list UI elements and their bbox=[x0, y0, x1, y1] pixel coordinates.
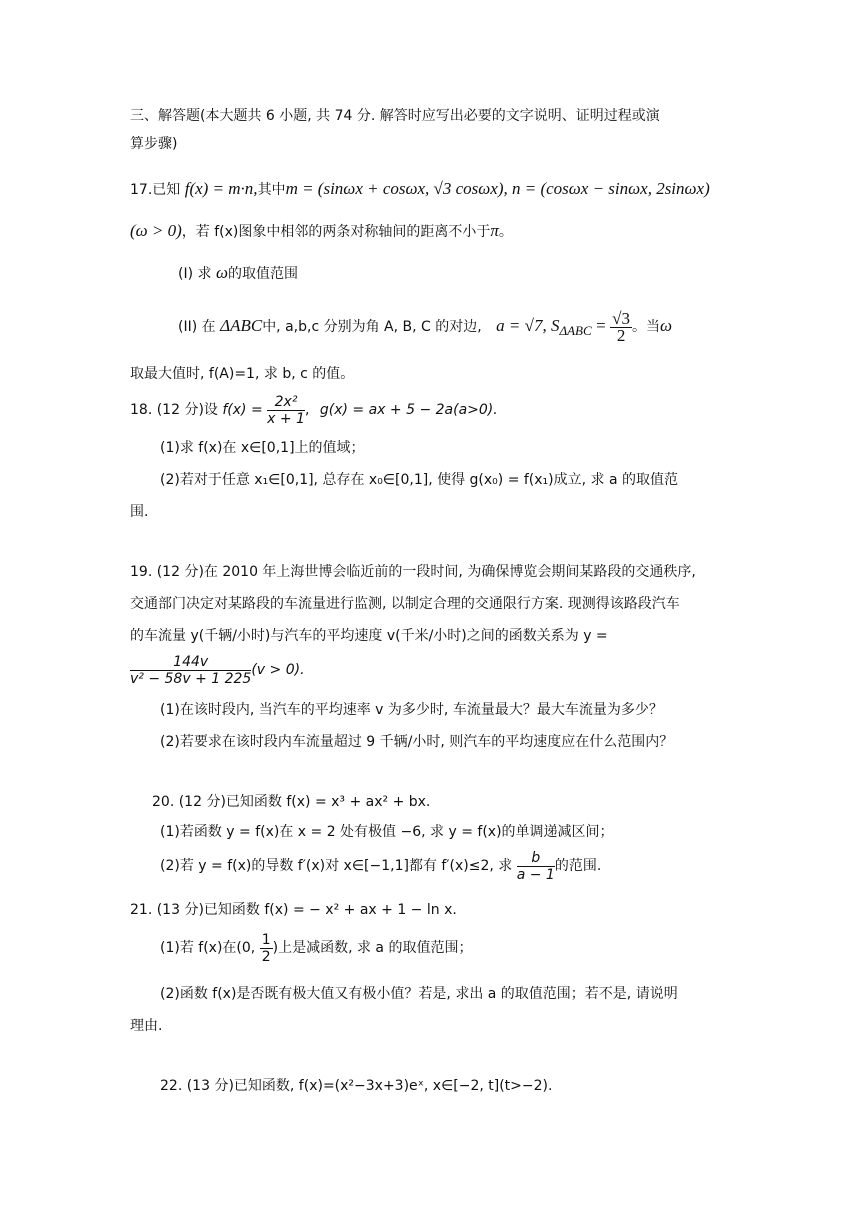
q17-line2 bbox=[130, 220, 513, 243]
section-header-line1: 三、解答题(本大题共 6 小题, 共 74 分. 解答时应写出必要的文字说明、证明过程或演 bbox=[130, 108, 660, 124]
q17-part2-sub: ΔABC bbox=[559, 322, 592, 338]
q18-part1: (1)求 f(x)在 x∈[0,1]上的值域； bbox=[160, 440, 365, 456]
q17-pi: π bbox=[490, 221, 499, 240]
q19-formula bbox=[130, 652, 305, 688]
q17-part2-triangle: ΔABC bbox=[220, 316, 263, 335]
q19-frac-den: v² − 58v + 1 225 bbox=[130, 670, 252, 687]
q17-mid: 其中 bbox=[257, 182, 286, 198]
q19-fraction bbox=[130, 654, 251, 687]
q17-part1-end: 的取值范围 bbox=[227, 266, 298, 282]
q19-part2: (2)若要求在该时段内车流量超过 9 千辆/小时, 则汽车的平均速度应在什么范围内？ bbox=[160, 734, 674, 750]
q17-frac-den: 2 bbox=[616, 325, 626, 345]
q17-part1-omega: ω bbox=[215, 263, 228, 282]
q19-line2: 交通部门决定对某路段的车流量进行监测, 以制定合理的交通限行方案. 现测得该路段汽车 bbox=[130, 596, 680, 612]
q21-part1-a: (1)若 f(x)在(0, bbox=[160, 940, 256, 956]
q17-number: 17. bbox=[130, 182, 153, 198]
q19-line1: 19. (12 分)在 2010 年上海世博会临近前的一段时间, 为确保博览会期间某路段的交通秩序, bbox=[130, 564, 696, 580]
q17-frac-num: √3 bbox=[612, 308, 631, 328]
q17-condition: (ω > 0) bbox=[130, 221, 182, 240]
q17-formula: f(x) = m·n, bbox=[184, 179, 258, 198]
q17-vectors: m = (sinωx + cosωx, √3 cosωx), n = (cosωx − sinωx, 2sinωx) bbox=[285, 179, 710, 198]
q18-gx: g(x) = ax + 5 − 2a(a>0). bbox=[319, 402, 498, 418]
q17-part2-line2: 取最大值时, f(A)=1, 求 b, c 的值。 bbox=[130, 366, 355, 382]
q19-frac-num: 144v bbox=[130, 654, 251, 671]
q22-head: 22. (13 分)已知函数, f(x)=(x²−3x+3)eˣ, x∈[−2, t](t>−2). bbox=[160, 1078, 553, 1094]
q21-head: 21. (13 分)已知函数 f(x) = − x² + ax + 1 − ln x. bbox=[130, 902, 457, 918]
q19-line3: 的车流量 y(千辆/小时)与汽车的平均速度 v(千米/小时)之间的函数关系为 y = bbox=[130, 628, 608, 644]
q18-fraction bbox=[267, 394, 305, 427]
q17-part2-c: 。当 bbox=[632, 319, 661, 335]
q20-frac-num: b bbox=[517, 850, 555, 867]
q20-fraction bbox=[517, 850, 555, 883]
q17-part2-omega: ω bbox=[660, 316, 673, 335]
q17-intro: 已知 bbox=[152, 182, 181, 198]
q18-fx: f(x) = bbox=[222, 402, 263, 418]
q17-part2-fraction bbox=[610, 308, 632, 345]
q18-part2-line2: 围. bbox=[130, 504, 149, 520]
q21-part1 bbox=[160, 930, 472, 966]
q20-frac-den: a − 1 bbox=[516, 866, 555, 883]
q20-part1: (1)若函数 y = f(x)在 x = 2 处有极值 −6, 求 y = f(x)的单调递减区间； bbox=[160, 824, 614, 840]
q21-part2-line1: (2)函数 f(x)是否既有极大值又有极小值？若是, 求出 a 的取值范围；若不是, 请说明 bbox=[160, 986, 678, 1002]
q21-part2-line2: 理由. bbox=[130, 1018, 163, 1034]
q18-frac-den: x + 1 bbox=[267, 410, 305, 427]
q18-frac-num: 2x² bbox=[267, 394, 305, 411]
q18-line1 bbox=[130, 392, 498, 428]
q17-part2-b: 中, a,b,c 分别为角 A, B, C 的对边, bbox=[262, 319, 482, 335]
q17-part2 bbox=[178, 308, 672, 349]
q19-part1: (1)在该时段内, 当汽车的平均速率 v 为多少时, 车流量最大？最大车流量为多少？ bbox=[160, 702, 663, 718]
q17-period: 。 bbox=[498, 224, 513, 240]
q21-frac-den: 2 bbox=[261, 948, 271, 965]
section-header-line2: 算步骤) bbox=[130, 136, 178, 152]
q17-condition-text: ，若 f(x)图象中相邻的两条对称轴间的距离不小于 bbox=[181, 224, 491, 240]
q18-sep: , bbox=[304, 402, 310, 418]
q20-part2-b: 的范围. bbox=[554, 858, 602, 874]
q17-line1 bbox=[130, 178, 710, 201]
q21-fraction bbox=[260, 932, 273, 965]
q20-part2 bbox=[160, 848, 601, 884]
q18-head: 18. (12 分)设 bbox=[130, 402, 218, 418]
q17-part2-a: (II) 在 bbox=[178, 319, 216, 335]
q21-part1-b: )上是减函数, 求 a 的取值范围； bbox=[272, 940, 473, 956]
q19-frac-tail: (v > 0). bbox=[251, 662, 305, 678]
q17-part1 bbox=[178, 262, 298, 285]
q20-part2-a: (2)若 y = f(x)的导数 f′(x)对 x∈[−1,1]都有 f′(x)≤2, 求 bbox=[160, 858, 513, 874]
q17-part1-text: (I) 求 bbox=[178, 266, 212, 282]
q17-part2-condition: a = √7, S bbox=[496, 316, 560, 335]
q21-frac-num: 1 bbox=[261, 931, 271, 948]
q20-head: 20. (12 分)已知函数 f(x) = x³ + ax² + bx. bbox=[152, 794, 431, 810]
q18-part2-line1: (2)若对于任意 x₁∈[0,1], 总存在 x₀∈[0,1], 使得 g(x₀) = f(x₁)成立, 求 a 的取值范 bbox=[160, 472, 679, 488]
q17-part2-eq: = bbox=[596, 316, 606, 335]
